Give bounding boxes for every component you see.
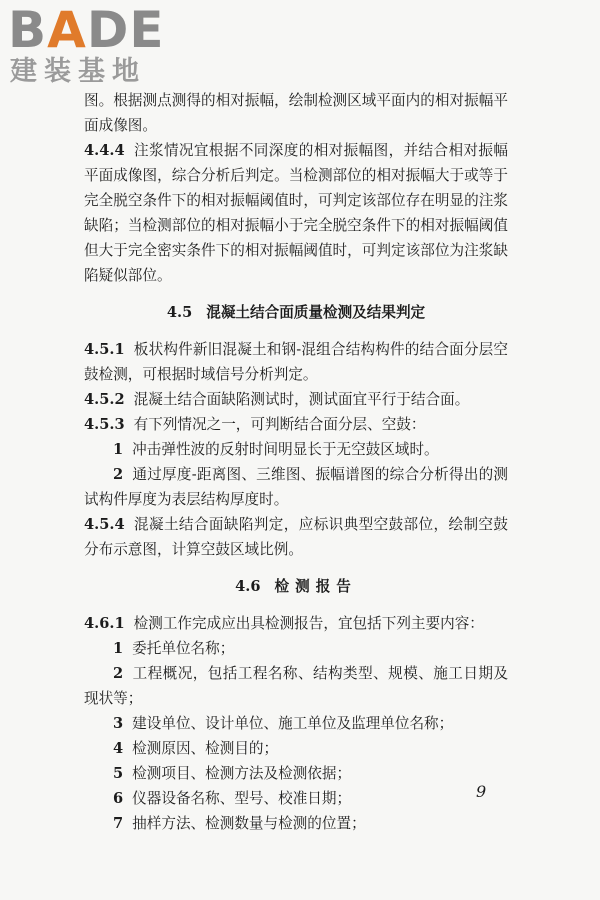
list-item: 2 工程概况，包括工程名称、结构类型、规模、施工日期及现状等； — [84, 665, 508, 707]
list-item: 2 通过厚度-距离图、三维图、振幅谱图的综合分析得出的测试构件厚度为表层结构厚度时。 — [84, 466, 508, 508]
logo-accent-a: A — [47, 1, 87, 59]
page-number: 9 — [476, 782, 487, 801]
list-item: 4 检测原因、检测目的； — [113, 740, 279, 757]
section-heading-4-6: 4.6 检测报告 — [235, 578, 357, 595]
list-item: 5 检测项目、检测方法及检测依据； — [113, 765, 352, 782]
clause-4-6-1: 4.6.1 检测工作完成应出具检测报告，宜包括下列主要内容： — [84, 615, 484, 632]
bade-logo — [8, 1, 178, 88]
paragraph-continued: 图。根据测点测得的相对振幅，绘制检测区域平面内的相对振幅平面成像图。 — [84, 92, 508, 134]
clause-4-5-4: 4.5.4 混凝土结合面缺陷判定，应标识典型空鼓部位，绘制空鼓分布示意图，计算空鼓区域比例。 — [84, 516, 508, 558]
logo-brand: BADE — [8, 1, 165, 59]
clause-4-5-3: 4.5.3 有下列情况之一，可判断结合面分层、空鼓： — [84, 416, 426, 433]
clause-4-4-4: 4.4.4 注浆情况宜根据不同深度的相对振幅图，并结合相对振幅平面成像图，综合分析后判定。当检测部位的相对振幅大于或等于完全脱空条件下的相对振幅阈值时，可判定该部位存在明显的注浆缺陷；当检测部位的相对振幅小于完全脱空条件下的相对振幅阈值但大于完全密实条件下的相对振幅阈值时，可判定该部位为注浆缺陷疑似部位。 — [84, 142, 508, 284]
clause-4-5-1: 4.5.1 板状构件新旧混凝土和钢-混组合结构构件的结合面分层空鼓检测，可根据时域信号分析判定。 — [84, 341, 508, 383]
page-content — [84, 88, 508, 836]
clause-4-5-2: 4.5.2 混凝土结合面缺陷测试时，测试面宜平行于结合面。 — [84, 391, 470, 408]
list-item: 7 抽样方法、检测数量与检测的位置； — [113, 815, 366, 832]
list-item: 1 委托单位名称； — [113, 640, 235, 657]
list-item: 3 建设单位、设计单位、施工单位及监理单位名称； — [113, 715, 454, 732]
list-item: 6 仪器设备名称、型号、校准日期； — [113, 790, 352, 807]
list-item: 1 冲击弹性波的反射时间明显长于无空鼓区域时。 — [113, 441, 439, 458]
section-heading-4-5: 4.5 混凝土结合面质量检测及结果判定 — [166, 304, 426, 321]
logo-subtitle: 建装基地 — [10, 56, 146, 87]
